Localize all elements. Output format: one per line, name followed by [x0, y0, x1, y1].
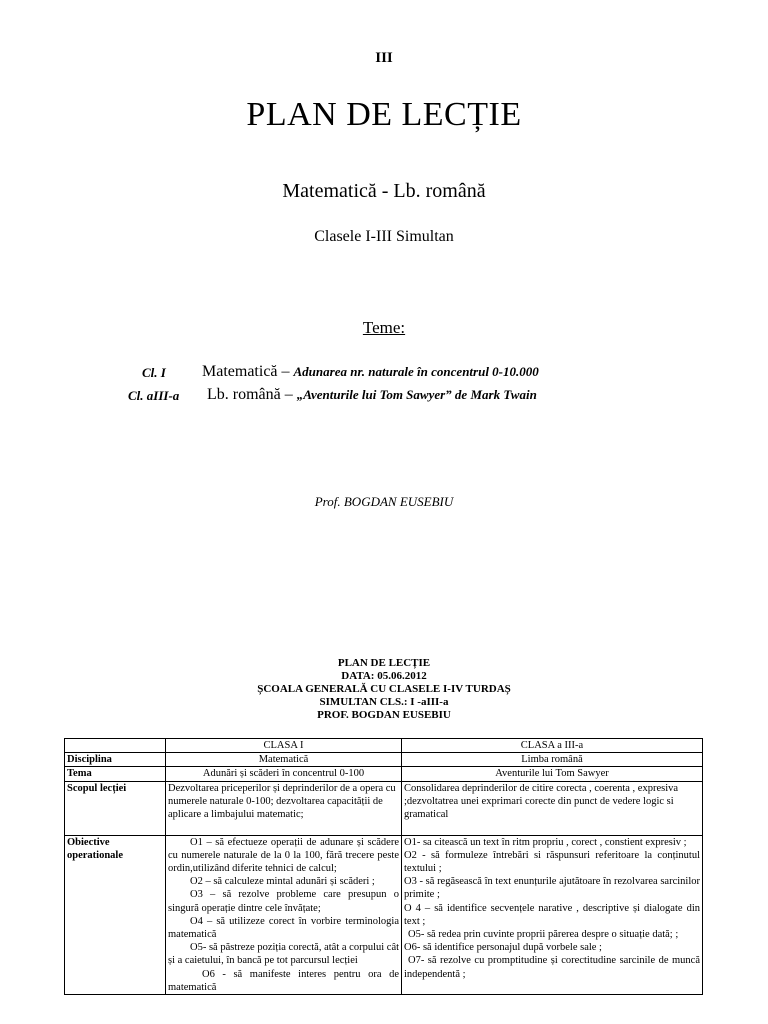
objective-item: O6- să identifice personajul după vorbele sale ; [404, 942, 602, 954]
objectives-cell-class-1 [166, 835, 402, 994]
classes-line: Clasele I-III Simultan [314, 228, 454, 245]
table-cell: Dezvoltarea priceperilor și deprinderilor de a opera cu numerele naturale 0-100; dezvoltarea capacității de aplicare a limbajului matematic; [166, 781, 402, 835]
table-cell: Matematică [166, 753, 402, 767]
themes-heading: Teme: [362, 318, 406, 337]
theme-subject-line [207, 386, 537, 404]
row-label-tema: Tema [65, 767, 166, 781]
page-number: III [375, 50, 393, 66]
objective-item: O2 – să calculeze mintal adunări și scăderi ; [190, 876, 375, 888]
objective-item: O2 - să formuleze întrebări si răspunsuri referitoare la conținutul textului ; [404, 849, 700, 875]
plan-header-school: ȘCOALA GENERALĂ CU CLASELE I-IV TURDAȘ [257, 683, 511, 695]
table-cell: Aventurile lui Tom Sawyer [402, 767, 703, 781]
professor-cover: Prof. BOGDAN EUSEBIU [314, 494, 454, 509]
objectives-cell-class-3 [402, 835, 703, 994]
theme-class-label: Cl. aIII-a [128, 388, 180, 403]
objective-item: O1 – să efectueze operații de adunare și scădere cu numerele naturale de la 0 la 100, fără trecere peste ordin,utilizând diferite tehnici de calcul; [168, 836, 399, 875]
page-title: PLAN DE LECȚIE [246, 96, 522, 133]
table-header-row [65, 739, 703, 753]
objective-item: O 4 – să identifice secvențele narative , descriptive și dialogate din text ; [404, 902, 700, 927]
objective-item: O3 - să regăsească în text enunțurile ajutătoare în rezolvarea sarcinilor primite ; [404, 876, 700, 901]
table-header-cell: CLASA I [166, 739, 402, 753]
plan-header-date: DATA: 05.06.2012 [341, 670, 427, 682]
objective-item: O6 - să manifeste interes pentru ora de matematică [168, 968, 399, 993]
objective-item: O5- să redea prin cuvinte proprii părerea despre o situație dată; ; [408, 929, 679, 941]
theme-subject-line [202, 363, 539, 381]
table-cell: Adunări și scăderi în concentrul 0-100 [166, 767, 402, 781]
table-row [65, 753, 703, 767]
table-row [65, 767, 703, 781]
objective-item: O7- să rezolve cu promptitudine și corectitudine sarcinile de muncă independentă ; [404, 955, 700, 980]
subtitle: Matematică - Lb. română [282, 180, 486, 202]
theme-subject: Lb. română – [207, 386, 293, 403]
theme-class-label: Cl. I [142, 365, 166, 380]
plan-header-title: PLAN DE LECȚIE [337, 657, 431, 669]
plan-header-professor: PROF. BOGDAN EUSEBIU [317, 709, 451, 721]
plan-header-classes: SIMULTAN CLS.: I -aIII-a [319, 696, 449, 708]
table-row [65, 835, 703, 994]
row-label-disciplina: Disciplina [65, 753, 166, 767]
theme-description: „Aventurile lui Tom Sawyer” de Mark Twain [296, 387, 537, 402]
theme-subject: Matematică – [202, 363, 290, 380]
table-cell: Limba română [402, 753, 703, 767]
objective-item: O4 – să utilizeze corect în vorbire terminologia matematică [168, 915, 399, 941]
row-label-obiective: Obiective operationale [65, 835, 166, 994]
row-label-scopul: Scopul lecției [65, 781, 166, 835]
table-row [65, 781, 703, 835]
lesson-plan-table [64, 738, 703, 995]
table-header-cell: CLASA a III-a [402, 739, 703, 753]
objective-item: O5- să păstreze poziția corectă, atât a corpului cât și a caietului, în bancă pe tot parcursul lecției [168, 942, 400, 967]
objective-item: O3 – să rezolve probleme care presupun o singură operație dintre cele învățate; [168, 889, 399, 914]
theme-description: Adunarea nr. naturale în concentrul 0-10.000 [293, 364, 539, 379]
table-header-cell [65, 739, 166, 753]
objective-item: O1- sa citească un text în ritm propriu , corect , constient expresiv ; [404, 836, 687, 848]
table-cell: Consolidarea deprinderilor de citire corecta , coerenta , expresiva ;dezvoltatrea unei exprimari corecte din punct de vedere logic si gramatical [402, 781, 703, 835]
